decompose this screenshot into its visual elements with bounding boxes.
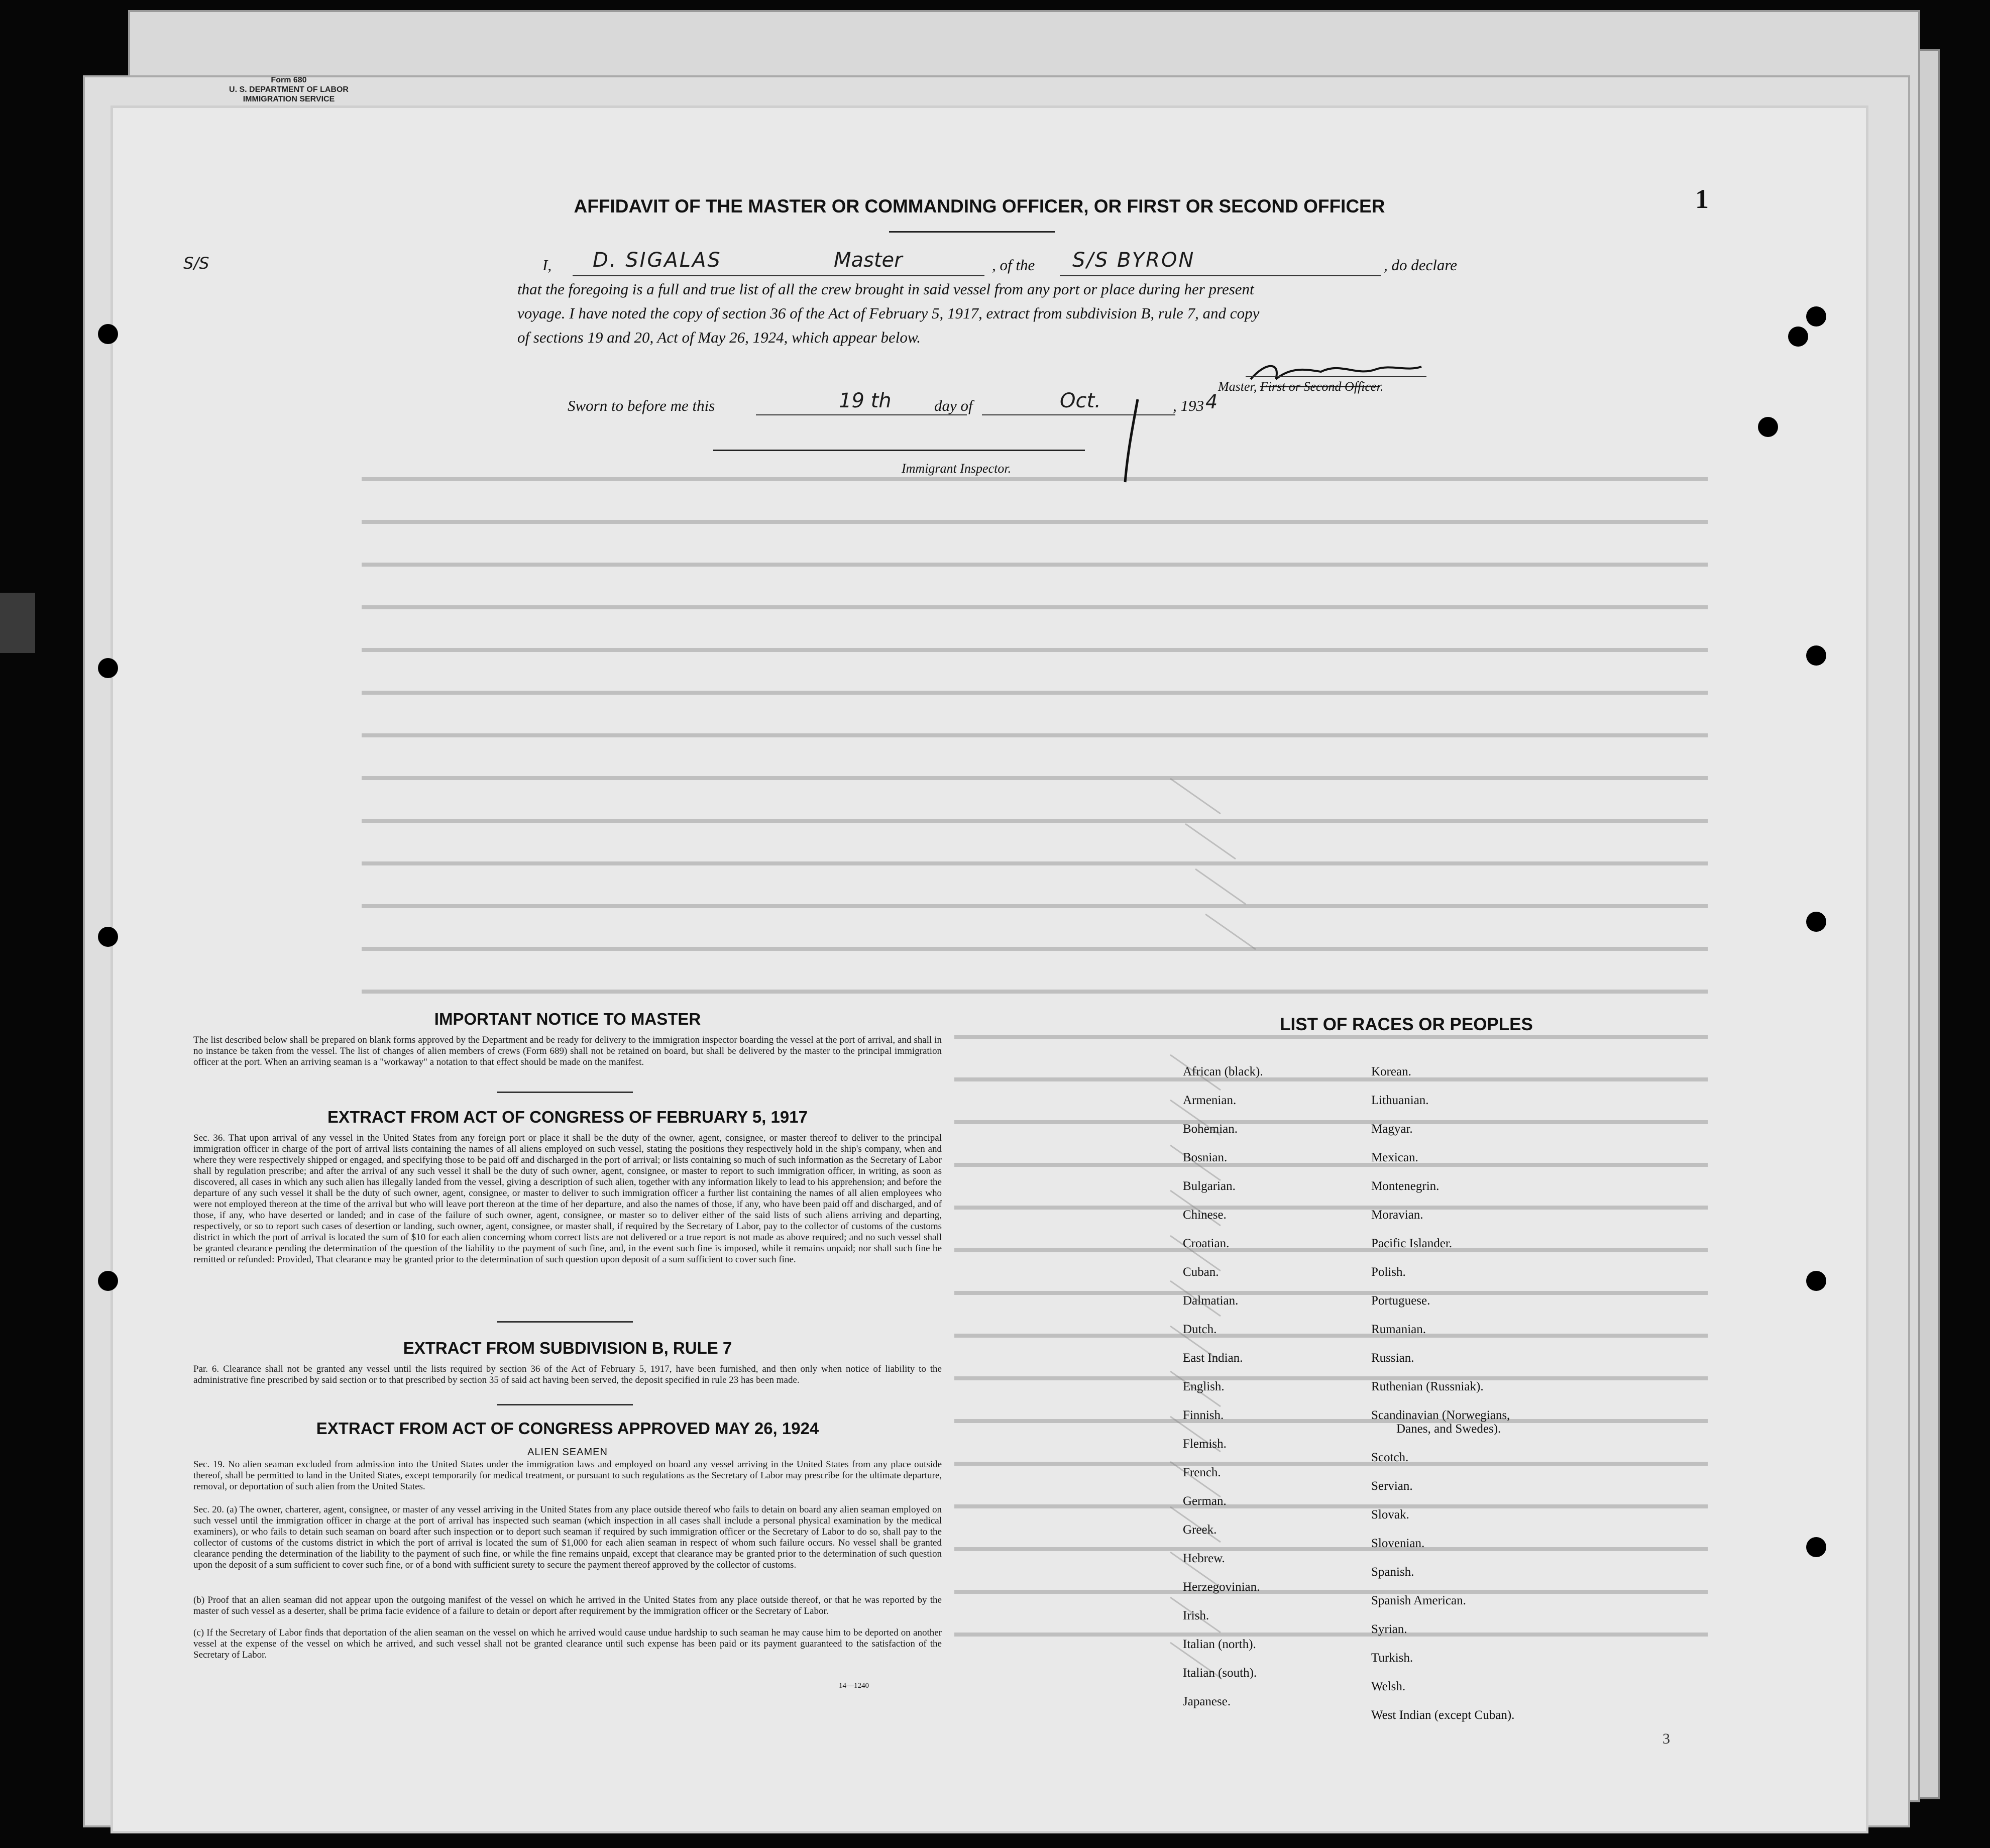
race-item: Herzegovinian. [1183, 1580, 1260, 1594]
affidavit-line-4: of sections 19 and 20, Act of May 26, 1924, which appear below. [517, 329, 921, 346]
race-item: Montenegrin. [1371, 1179, 1440, 1193]
title-rule [889, 231, 1055, 233]
extract-1924-sec20a: Sec. 20. (a) The owner, charterer, agent, consignee, or master of any vessel arriving in the United States from any place outside thereof who fails to detain on board any alien seaman employed on such vessel until the immigration officer in charge at the port of arrival has inspected such seaman (which inspection in all cases shall include a personal physical examination by the medical examiners), or who fails to detain such seaman on board after such inspection or to deport such seaman if required by such immigration officer or the Secretary of Labor to do so, shall pay to the collector of customs of the customs district in which the port of arrival is located the sum of $1,000 for each alien seaman in respect of whom such failure occurs. No vessel shall be granted clearance pending the determination of the liability to the payment of such fine, or while the fine remains unpaid, except that clearance may be granted prior to the determination of such question upon the deposit of a sum sufficient to cover such fine, or of a bond with sufficient surety to secure the payment thereof approved by the collector of customs. [193, 1504, 942, 1570]
race-item: Japanese. [1183, 1695, 1231, 1708]
race-item: Lithuanian. [1371, 1094, 1429, 1107]
service-name: IMMIGRATION SERVICE [243, 95, 335, 103]
sworn-month-line [982, 414, 1175, 415]
race-item: Welsh. [1371, 1680, 1406, 1693]
race-item: French. [1183, 1466, 1221, 1479]
vessel-name-written[interactable]: S/S BYRON [1072, 249, 1195, 272]
punch-hole [98, 324, 118, 344]
sworn-label: Sworn to before me this [568, 397, 715, 414]
of-the-label: , of the [992, 256, 1035, 274]
extract-rule7-text: Par. 6. Clearance shall not be granted any vessel until the lists required by section 36 of the Act of February 5, 1917, have been furnished, and then only when notice of liability to the administrative fine prescribed by said section or to that prescribed by section 35 of said act having been served, the deposit specified in rule 23 has been made. [193, 1364, 942, 1385]
extract-1924-sec20c: (c) If the Secretary of Labor finds that deportation of the alien seaman on the vessel on which he arrived would cause undue hardship to such seaman he may cause him to be deported on another vessel at the expense of the vessel on which he arrived, and such vessel shall not be granted clearance until such expense has been paid or its payment guaranteed to the satisfaction of the Secretary of Labor. [193, 1627, 942, 1660]
race-item: Servian. [1371, 1479, 1413, 1493]
race-item: Finnish. [1183, 1408, 1224, 1422]
race-item: Syrian. [1371, 1622, 1407, 1636]
inspector-signature-line [713, 450, 1085, 451]
race-item: Turkish. [1371, 1651, 1413, 1665]
punch-hole [1806, 912, 1826, 932]
races-right-column [1371, 1057, 1652, 1729]
extract-rule7-title: EXTRACT FROM SUBDIVISION B, RULE 7 [403, 1339, 732, 1357]
day-of-label: day of [934, 397, 973, 414]
race-item: Korean. [1371, 1065, 1411, 1078]
extract-1924-sec19: Sec. 19. No alien seaman excluded from admission into the United States under the immigration laws and employed on board any vessel arriving in the United States from any place outside thereof, shall be permitted to land in the United States, except temporarily for medical treatment, or pursuant to such regulations as the Secretary of Labor may prescribe for the ultimate departure, removal, or deportation of such alien from the United States. [193, 1459, 942, 1492]
section-rule [497, 1321, 633, 1323]
race-item: Dutch. [1183, 1323, 1217, 1336]
section-rule [497, 1092, 633, 1093]
punch-hole [98, 658, 118, 678]
punch-hole [1806, 645, 1826, 666]
race-item: German. [1183, 1494, 1227, 1508]
vessel-name-line [1060, 275, 1381, 276]
race-item: East Indian. [1183, 1351, 1243, 1365]
master-name-line [573, 275, 984, 276]
race-item: Danes, and Swedes). [1396, 1422, 1501, 1436]
races-left-column [1183, 1057, 1394, 1716]
punch-hole [1758, 417, 1778, 437]
race-item: Greek. [1183, 1523, 1217, 1537]
signature-caption-master: Master, [1218, 379, 1260, 394]
race-item: Cuban. [1183, 1265, 1219, 1279]
affidavit-line-2: that the foregoing is a full and true list of all the crew brought in said vessel from any port or place during her present [517, 280, 1254, 298]
signature-caption [1218, 379, 1383, 394]
year-prefix: , 193 [1173, 397, 1204, 414]
race-item: Moravian. [1371, 1208, 1423, 1222]
race-item: Bulgarian. [1183, 1179, 1236, 1193]
race-item: Croatian. [1183, 1237, 1230, 1250]
race-item: Spanish. [1371, 1565, 1414, 1579]
signature-caption-period: . [1380, 379, 1384, 394]
race-item: Chinese. [1183, 1208, 1227, 1222]
sworn-day-written[interactable]: 19 th [839, 389, 892, 412]
master-name-written[interactable]: D. SIGALAS [593, 249, 722, 272]
print-code: 14—1240 [839, 1682, 869, 1690]
form-number: Form 680 [271, 76, 307, 84]
race-item: Hebrew. [1183, 1552, 1225, 1565]
race-item: English. [1183, 1380, 1225, 1393]
race-item: Scotch. [1371, 1451, 1409, 1464]
race-item: Pacific Islander. [1371, 1237, 1453, 1250]
race-item: Dalmatian. [1183, 1294, 1239, 1308]
race-item: Irish. [1183, 1609, 1209, 1622]
race-item: Flemish. [1183, 1437, 1227, 1451]
race-item: Magyar. [1371, 1122, 1413, 1136]
race-item: Bohemian. [1183, 1122, 1238, 1136]
affidavit-title: AFFIDAVIT OF THE MASTER OR COMMANDING OFFICER, OR FIRST OR SECOND OFFICER [574, 196, 1385, 216]
race-item: Ruthenian (Russniak). [1371, 1380, 1484, 1393]
do-declare-label: , do declare [1384, 256, 1458, 274]
races-title: LIST OF RACES OR PEOPLES [1280, 1015, 1533, 1034]
extract-1924-sec20b: (b) Proof that an alien seaman did not appear upon the outgoing manifest of the vessel on which he arrived in the United States from any place outside thereof, or that he was reported by the master of such vessel as a deserter, shall be prima facie evidence of a failure to detain or deport after requirement by the immigration officer or the Secretary of Labor. [193, 1595, 942, 1616]
extract-1924-subtitle: ALIEN SEAMEN [527, 1447, 608, 1458]
punch-hole [1806, 306, 1826, 327]
sworn-month-written[interactable]: Oct. [1060, 389, 1101, 412]
race-item: Spanish American. [1371, 1594, 1466, 1607]
race-item: Italian (north). [1183, 1638, 1256, 1651]
extract-1917-title: EXTRACT FROM ACT OF CONGRESS OF FEBRUARY 5, 1917 [327, 1108, 808, 1126]
bottom-page-tag: 3 [1663, 1730, 1670, 1747]
punch-hole [1806, 1271, 1826, 1291]
signature-caption-struck: First or Second Officer [1260, 379, 1380, 394]
punch-hole [1788, 327, 1808, 347]
race-item: Armenian. [1183, 1094, 1237, 1107]
race-item: Polish. [1371, 1265, 1406, 1279]
year-written[interactable]: 4 [1205, 391, 1218, 413]
race-item: Portuguese. [1371, 1294, 1430, 1308]
margin-note: S/S [183, 254, 209, 273]
race-item: Russian. [1371, 1351, 1414, 1365]
race-item: Italian (south). [1183, 1666, 1257, 1680]
form-header [206, 75, 372, 104]
race-item: West Indian (except Cuban). [1371, 1708, 1515, 1722]
page-number: 1 [1695, 184, 1709, 214]
inspector-caption: Immigrant Inspector. [902, 461, 1012, 476]
punch-hole [98, 1271, 118, 1291]
notice-text: The list described below shall be prepared on blank forms approved by the Department and be ready for delivery to the immigration inspector boarding the vessel at the port of arrival, and shall in no instance be taken from the vessel. The list of changes of alien members of crews (Form 689) shall not be retained on board, but shall be delivered by the master to the principal immigration officer at the port. When an arriving seaman is a "workaway" a notation to that effect should be made on the manifest. [193, 1035, 942, 1067]
notice-title: IMPORTANT NOTICE TO MASTER [434, 1010, 701, 1028]
race-item: Bosnian. [1183, 1151, 1228, 1164]
race-item: African (black). [1183, 1065, 1263, 1078]
race-item: Scandinavian (Norwegians, [1371, 1408, 1510, 1422]
race-item: Mexican. [1371, 1151, 1418, 1164]
extract-1924-title: EXTRACT FROM ACT OF CONGRESS APPROVED MAY 26, 1924 [316, 1419, 819, 1438]
affidavit-line-3: voyage. I have noted the copy of section 36 of the Act of February 5, 1917, extract from subdivision B, rule 7, and copy [517, 304, 1260, 322]
rank-written[interactable]: Master [834, 249, 903, 272]
race-item: Rumanian. [1371, 1323, 1426, 1336]
punch-hole [98, 927, 118, 947]
race-item: Slovak. [1371, 1508, 1409, 1521]
punch-hole [1806, 1537, 1826, 1557]
race-item: Slovenian. [1371, 1537, 1425, 1550]
department-name: U. S. DEPARTMENT OF LABOR [229, 85, 349, 94]
section-rule [497, 1404, 633, 1405]
extract-1917-text: Sec. 36. That upon arrival of any vessel in the United States from any foreign port or place it shall be the duty of the owner, agent, consignee, or master thereof to deliver to the principal immigration officer in charge of the port of arrival lists containing the names of all aliens employed on such vessel, stating the positions they respectively hold in the ship's company, when and where they were respectively shipped or engaged, and specifying those to be paid off and discharged in the port of arrival; or lists containing so much of such information as the Secretary of Labor shall by regulation prescribe; and after the arrival of any such vessel it shall be the duty of such owner, agent, consignee, or master to report to such immigration officer, in writing, as soon as discovered, all cases in which any such alien has illegally landed from the vessel, giving a description of such alien, together with any information likely to lead to his apprehension; and before the departure of any such vessel it shall be the duty of such owner, agent, consignee, or master to deliver to such immigration officer a further list containing the names of all alien employees who were not employed thereon at the time of the arrival but who will leave port thereon at the time of her departure, and also the names of those, if any, who have been paid off and discharged, and of those, if any, who have deserted or landed; and in case of the failure of such owner, agent, consignee, or master so to deliver either of the said lists of such aliens arriving and departing, respectively, or so to report such cases of desertion or landing, such owner, agent, consignee, or master shall, if required by the Secretary of Labor, pay to the collector of customs of the customs district in which the port of arrival is located the sum of $10 for each alien concerning whom correct lists are not delivered or a true report is not made as above required; and no such vessel shall be granted clearance pending the determination of the question of the liability to the payment of such fine, and, in the event such fine is imposed, while it remains unpaid; nor shall such fine be remitted or refunded: Provided, That clearance may be granted prior to the determination of such question upon deposit of a sum sufficient to cover such fine. [193, 1133, 942, 1265]
i-label: I, [542, 256, 552, 274]
